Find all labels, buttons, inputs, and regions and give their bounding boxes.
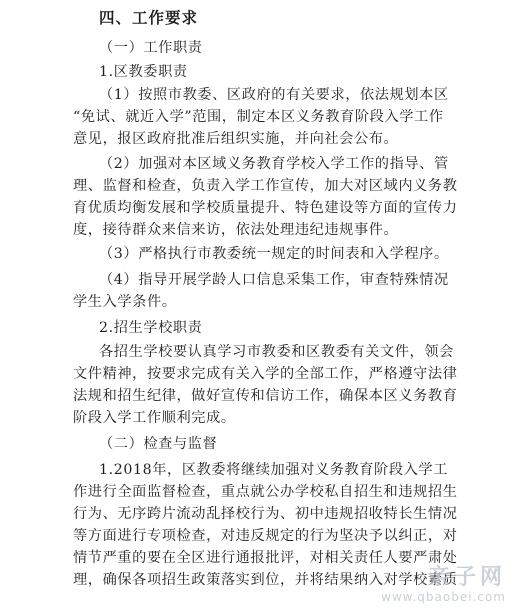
paragraph-line: 1.2018年，区教委将继续加强对义务教育阶段入学工: [99, 462, 448, 478]
item-title: 1.区教委职责: [99, 64, 188, 80]
paragraph-line: 阶段入学工作顺利完成。: [73, 410, 236, 426]
paragraph-line: 理、监督和检查，负责入学工作宣传，加大对区域内义务教: [73, 178, 458, 194]
paragraph-line: 各招生学校要认真学习市教委和区教委有关文件，领会: [99, 344, 454, 360]
paragraph-line: 学生入学条件。: [73, 294, 177, 310]
paragraph-line: 度，接待群众来信来访，依法处理违纪违规事件。: [73, 222, 399, 238]
watermark-logo-text: 亲子网: [427, 565, 506, 590]
section-heading: 四、工作要求: [99, 9, 199, 27]
paragraph-line: （1）按照市教委、区政府的有关要求，依法规划本区: [99, 87, 449, 103]
watermark-url: www.qbaobei.com: [381, 590, 506, 604]
paragraph-line: 行为、无序跨片流动乱择校行为、初中违规招收特长生情况: [73, 506, 458, 522]
paragraph-line: “免试、就近入学”范围，制定本区义务教育阶段入学工作: [73, 109, 444, 125]
paragraph-line: （2）加强对本区域义务教育学校入学工作的指导、管: [99, 156, 449, 172]
paragraph-line: 育优质均衡发展和学校质量提升、特色建设等方面的宣传力: [73, 200, 458, 216]
item-title: 2.招生学校职责: [99, 320, 203, 336]
paragraph-line: 作进行全面监督检查，重点就公办学校私自招生和违规招生: [73, 484, 458, 500]
subsection-title: （一）工作职责: [99, 40, 203, 56]
paragraph-line: 理，确保各项招生政策落实到位，并将结果纳入对学校素质: [73, 572, 458, 588]
paragraph-line: 意见，报区政府批准后组织实施，并向社会公布。: [73, 131, 399, 147]
paragraph-line: 文件精神，按要求完成有关入学的全部工作，严格遵守法律: [73, 366, 458, 382]
paragraph-line: 情节严重的要在全区进行通报批评，对相关责任人要严肃处: [73, 550, 458, 566]
paragraph-line: 等方面进行专项检查，对违反规定的行为坚决予以纠正，对: [73, 528, 458, 544]
site-watermark: [381, 566, 506, 604]
subsection-title: （二）检查与监督: [99, 436, 218, 452]
paragraph-line: 法规和招生纪律，做好宣传和信访工作，确保本区义务教育: [73, 388, 458, 404]
paragraph-line: （4）指导开展学龄人口信息采集工作，审查特殊情况: [99, 272, 449, 288]
paragraph-line: （3）严格执行市教委统一规定的时间表和入学程序。: [99, 246, 449, 262]
